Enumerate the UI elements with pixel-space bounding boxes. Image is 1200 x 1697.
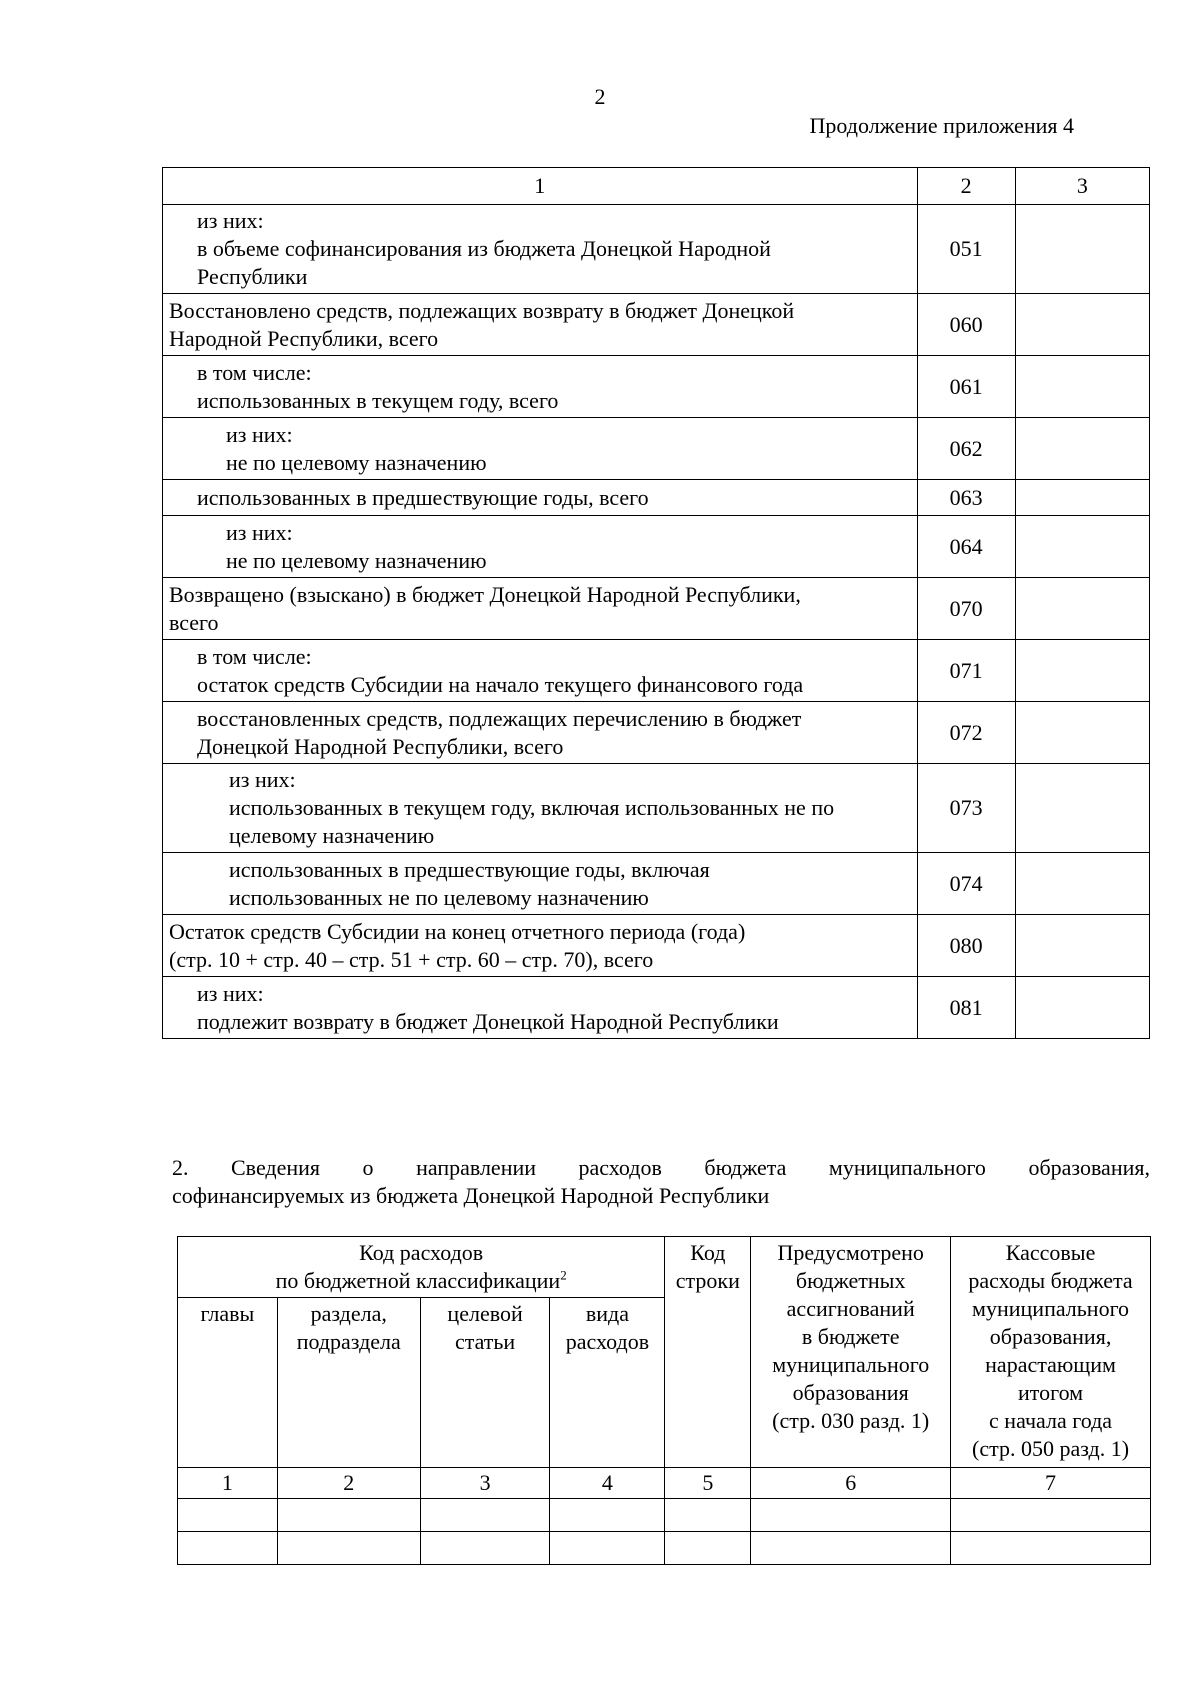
row-description-line: Донецкой Народной Республики, всего [197,733,564,759]
row-description [163,640,918,702]
data-cell[interactable] [665,1532,751,1565]
row-description-line: из них: [226,519,293,545]
row-value-cell[interactable] [1015,764,1149,853]
row-description-line: Республики [197,264,308,289]
row-description-line: в том числе: [197,643,312,669]
row-description-line: использованных в текущем году, всего [197,387,559,413]
table-row [163,294,1150,356]
row-code: 060 [917,294,1015,356]
column-header: 1 [163,168,918,205]
column-number: 5 [665,1468,751,1499]
target-item-header [420,1298,550,1468]
row-value-cell[interactable] [1015,294,1149,356]
row-description-line: Восстановлено средств, подлежащих возврату в бюджет Донецкой [169,297,795,323]
row-value-cell[interactable] [1015,640,1149,702]
section-2-heading-line: 2. Сведения о направлении расходов бюджета муниципального образования, [172,1155,1150,1180]
column-number: 3 [420,1468,550,1499]
data-cell[interactable] [277,1499,420,1532]
table-header-row [178,1237,1151,1298]
row-code: 080 [917,915,1015,977]
data-cell[interactable] [178,1499,278,1532]
row-code: 070 [917,578,1015,640]
section-header [277,1298,420,1468]
row-description [163,578,918,640]
row-description [163,853,918,915]
header-text: Код расходов [359,1240,484,1265]
row-description-line: из них: [226,421,293,447]
header-text: целевой [447,1301,523,1326]
row-value-cell[interactable] [1015,516,1149,578]
section-2-heading [172,1154,1150,1210]
row-description [163,702,918,764]
column-number: 7 [951,1468,1151,1499]
column-number: 4 [550,1468,665,1499]
header-text: Предусмотрено [777,1240,924,1265]
table-row [163,977,1150,1039]
header-text: бюджетных [795,1268,906,1293]
row-value-cell[interactable] [1015,418,1149,480]
header-text: по бюджетной классификации [275,1268,561,1293]
table-row [163,640,1150,702]
row-description-line: восстановленных средств, подлежащих перечислению в бюджет [197,705,802,731]
row-description [163,480,918,516]
row-description-line: в объеме софинансирования из бюджета Донецкой Народной [197,236,771,261]
header-text: подраздела [296,1329,401,1354]
row-code-header [665,1237,751,1468]
data-cell[interactable] [751,1499,951,1532]
row-value-cell[interactable] [1015,853,1149,915]
column-number: 1 [178,1468,278,1499]
row-description-line: из них: [229,767,296,792]
subsidy-report-table [162,167,1150,1039]
row-description-line: всего [169,609,219,635]
table-row [163,578,1150,640]
table-header-row [163,168,1150,205]
row-description-line: из них: [197,980,264,1006]
row-code: 072 [917,702,1015,764]
row-value-cell[interactable] [1015,480,1149,516]
data-cell[interactable] [550,1499,665,1532]
data-cell[interactable] [751,1532,951,1565]
row-code: 073 [917,764,1015,853]
row-value-cell[interactable] [1015,356,1149,418]
row-code: 064 [917,516,1015,578]
row-value-cell[interactable] [1015,578,1149,640]
row-description [163,205,918,294]
header-text: Код [690,1240,726,1265]
header-text: (стр. 050 разд. 1) [972,1436,1130,1461]
header-text: расходы бюджета [968,1268,1133,1293]
header-text: образования [792,1380,909,1405]
table-row [163,915,1150,977]
row-description-line: Остаток средств Субсидии на конец отчетного периода (года) [169,918,746,944]
header-text: с начала года [989,1408,1113,1433]
row-description [163,764,918,853]
row-code: 081 [917,977,1015,1039]
table-row [163,418,1150,480]
row-value-cell[interactable] [1015,915,1149,977]
footnote-marker: 2 [560,1267,567,1283]
row-code: 071 [917,640,1015,702]
table-row [178,1499,1151,1532]
row-description [163,516,918,578]
column-number: 6 [751,1468,951,1499]
table-row [163,205,1150,294]
row-value-cell[interactable] [1015,977,1149,1039]
header-text: строки [675,1268,740,1293]
data-cell[interactable] [550,1532,665,1565]
row-code: 074 [917,853,1015,915]
table-row [163,702,1150,764]
table-row [163,516,1150,578]
header-text: статьи [454,1329,516,1354]
table-row [178,1532,1151,1565]
row-description-line: использованных не по целевому назначению [229,884,649,910]
row-description [163,915,918,977]
data-cell[interactable] [951,1499,1151,1532]
row-description-line: Возвращено (взыскано) в бюджет Донецкой Народной Республики, [169,581,801,607]
header-text: в бюджете [801,1324,900,1349]
column-header: 3 [1015,168,1149,205]
budget-classification-header [178,1237,665,1298]
row-description-line: Народной Республики, всего [169,325,439,351]
row-description-line: целевому назначению [229,823,435,848]
row-description [163,356,918,418]
row-code: 063 [917,480,1015,516]
row-description-line: из них: [197,208,264,233]
planned-appropriations-header [751,1237,951,1468]
section-2-heading-line: софинансируемых из бюджета Донецкой Народной Республики [172,1183,770,1208]
row-description-line: использованных в предшествующие годы, включая [229,856,710,882]
row-description-line: не по целевому назначению [226,547,487,573]
header-text: раздела, [310,1301,387,1326]
row-code: 062 [917,418,1015,480]
row-description-line: в том числе: [197,359,312,385]
cash-expenses-header [951,1237,1151,1468]
header-text: (стр. 030 разд. 1) [772,1408,930,1433]
row-value-cell[interactable] [1015,205,1149,294]
row-description-line: не по целевому назначению [226,449,487,475]
row-description [163,977,918,1039]
row-description-line: использованных в предшествующие годы, всего [197,484,649,510]
chapter-header [178,1298,278,1468]
header-text: расходов [565,1329,650,1354]
row-description [163,418,918,480]
data-cell[interactable] [420,1532,550,1565]
header-text: Кассовые [1005,1240,1096,1265]
row-value-cell[interactable] [1015,702,1149,764]
table-row [163,356,1150,418]
data-cell[interactable] [420,1499,550,1532]
table-row [163,764,1150,853]
column-header: 2 [917,168,1015,205]
row-code: 061 [917,356,1015,418]
header-text: ассигнований [786,1296,915,1321]
row-description-line: (стр. 10 + стр. 40 – стр. 51 + стр. 60 – стр. 70), всего [169,946,654,972]
header-text: главы [200,1301,255,1326]
column-number-row [178,1468,1151,1499]
row-description-line: использованных в текущем году, включая использованных не по [229,795,835,820]
row-code: 051 [917,205,1015,294]
row-description [163,294,918,356]
header-text: муниципального [972,1296,1130,1321]
header-text: итогом [1018,1380,1084,1405]
expense-type-header [550,1298,665,1468]
data-cell[interactable] [277,1532,420,1565]
header-text: муниципального [772,1352,930,1377]
data-cell[interactable] [178,1532,278,1565]
header-text: образования, [989,1324,1112,1349]
row-description-line: подлежит возврату в бюджет Донецкой Народной Республики [197,1008,779,1034]
table-row [163,480,1150,516]
header-text: нарастающим [985,1352,1116,1377]
table-row [163,853,1150,915]
column-number: 2 [277,1468,420,1499]
page-number: 2 [594,84,606,109]
continuation-label: Продолжение приложения 4 [809,113,1074,138]
row-description-line: остаток средств Субсидии на начало текущего финансового года [197,671,804,697]
expense-direction-table [177,1236,1151,1565]
header-text: вида [585,1301,629,1326]
data-cell[interactable] [951,1532,1151,1565]
data-cell[interactable] [665,1499,751,1532]
